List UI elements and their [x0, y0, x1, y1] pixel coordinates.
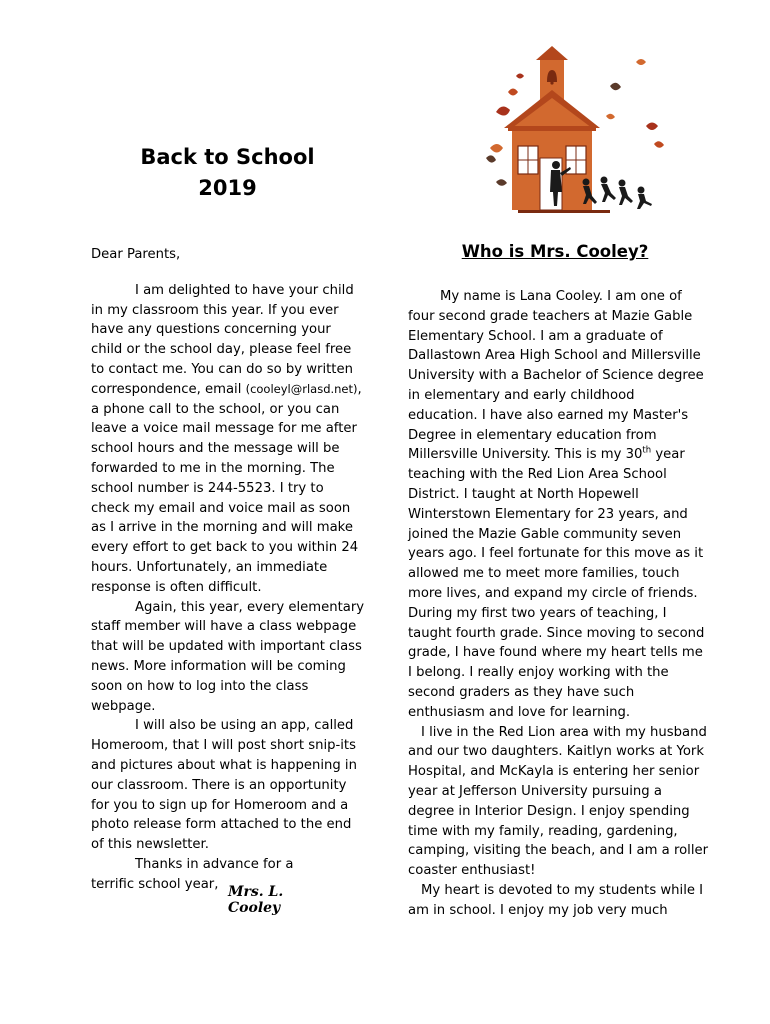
career-text-end: year teaching with the Red Lion Area School District. I taught at North Hopewell Winterstown Elementary for 23 years, and joined the Mazie Gable community seven years ago. I feel fortunate for this move as it allowed me to meet more families, touch more lives, and expand my circle of friends. During my first two years of teaching, I taught fourth grade. Since moving to second grade, I have found where my heart tells me I belong. I really enjoy working with the second graders as they have such enthusiasm and love for learning. — [408, 447, 705, 720]
newsletter-title — [120, 142, 335, 204]
teacher-email: (cooleyl@rlasd.net) — [245, 381, 358, 396]
career-text-start: My name is Lana Cooley. I am one of four second grade teachers at Mazie Gable Elementary School. I am a graduate of Dallastown Area High School and Millersville University with a Bachelor of Science degree in elementary and early childhood education. I have also earned my Master's Degree in elementary education from Millersville University. This is my 30 — [408, 289, 704, 463]
letter-paragraph-contact — [91, 281, 366, 598]
title-line-1: Back to School — [140, 145, 315, 169]
closing-line-1: Thanks in advance for a — [135, 856, 294, 872]
contact-text-start: I am delighted to have your child in my classroom this year. If you ever have any questions concerning your child or the school day, please feel free to contact me. You can do so by written correspondence, email — [91, 282, 354, 397]
letter-paragraph-homeroom: I will also be using an app, called Homeroom, that I will post short snip-its and pictures about what is happening in our classroom. There is an opportunity for you to sign up for Homeroom and a photo release form attached to the end of this newsletter. — [91, 718, 357, 853]
greeting: Dear Parents, — [91, 247, 181, 262]
title-line-2: 2019 — [198, 176, 257, 200]
letter-column — [91, 245, 366, 895]
signature: Mrs. L. Cooley — [228, 884, 284, 916]
about-paragraph-career — [408, 287, 708, 723]
contact-text-end: , a phone call to the school, or you can leave a voice mail message for me after school hours and the message will be forwarded to me in the morning. The school number is 244-5523. I try to check my email and voice mail as soon as I arrive in the morning and will make every effort to get back to you within 24 hours. Unfortunately, an immediate response is often difficult. — [91, 381, 362, 595]
about-paragraph-family: I live in the Red Lion area with my husband and our two daughters. Kaitlyn works at York Hospital, and McKayla is entering her senior year at Jefferson University pursuing a degree in Interior Design. I enjoy spending time with my family, reading, gardening, camping, visiting the beach, and I am a roller coaster enthusiast! — [408, 724, 709, 879]
closing-line-2: terrific school year, — [91, 876, 219, 892]
about-paragraph-devotion: My heart is devoted to my students while I am in school. I enjoy my job very much — [408, 882, 704, 918]
about-heading: Who is Mrs. Cooley? — [461, 242, 649, 261]
about-column — [408, 287, 708, 921]
schoolhouse-illustration — [478, 40, 668, 220]
running-children-icon — [583, 177, 653, 210]
letter-paragraph-webpage: Again, this year, every elementary staff member will have a class webpage that will be updated with important class news. More information will be coming soon on how to log into the class webpage. — [91, 599, 365, 714]
ordinal-suffix: th — [642, 445, 652, 456]
